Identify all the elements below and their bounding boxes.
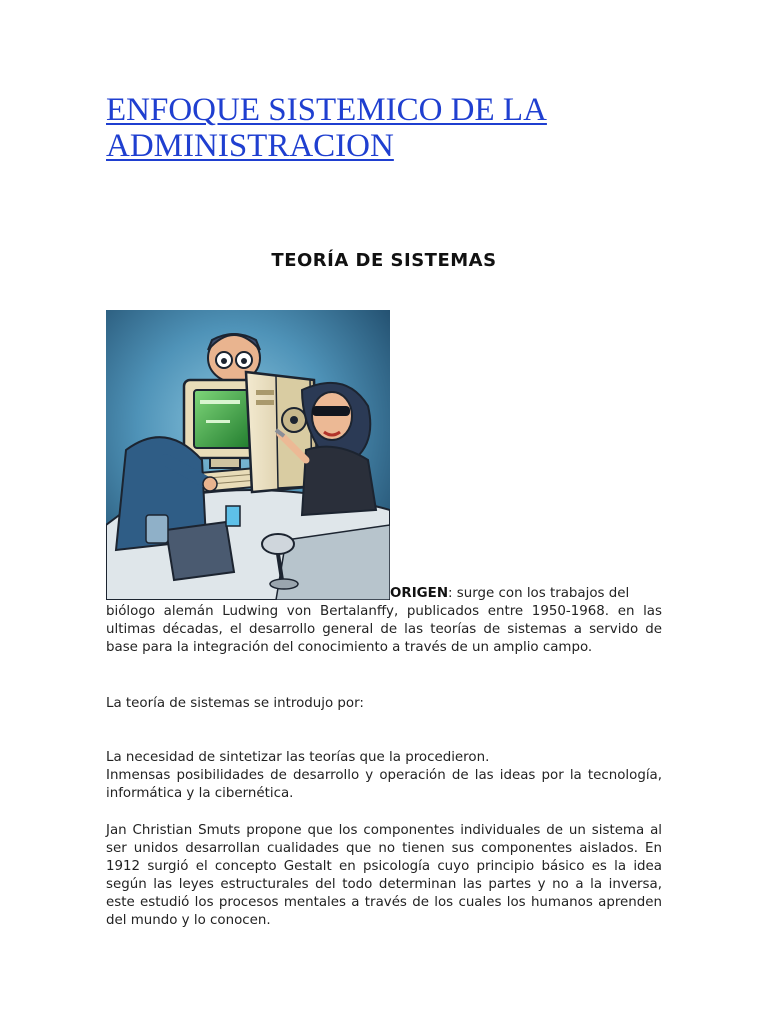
title-line-1[interactable]: ENFOQUE SISTEMICO DE LA bbox=[106, 92, 547, 128]
computer-users-illustration bbox=[106, 310, 390, 600]
reason-item: Inmensas posibilidades de desarrollo y operación de las ideas por la tecnología, informática y la cibernética. bbox=[106, 768, 662, 801]
reason-item: La necesidad de sintetizar las teorías que la procedieron. bbox=[106, 750, 490, 765]
origen-first-line-text: : surge con los trabajos del bbox=[448, 586, 630, 601]
origen-label: ORIGEN bbox=[390, 586, 449, 601]
title-line-2[interactable]: ADMINISTRACION bbox=[106, 128, 394, 164]
origen-continuation: biólogo alemán Ludwing von Bertalanffy, publicados entre 1950-1968. en las ultimas décadas, el desarrollo general de las teorías de sistemas a servido de base para la integración del conocimiento a través de un amplio campo. bbox=[106, 604, 662, 655]
reasons-block bbox=[106, 749, 662, 803]
document-title-link[interactable] bbox=[106, 92, 666, 164]
illustration-svg bbox=[106, 310, 390, 600]
intro-line: La teoría de sistemas se introdujo por: bbox=[106, 696, 364, 711]
origen-paragraph bbox=[106, 585, 662, 657]
smuts-paragraph: Jan Christian Smuts propone que los componentes individuales de un sistema al ser unidos desarrollan cualidades que no tienen sus componentes aislados. En 1912 surgió el concepto Gestalt en psicología cuyo principio básico es la idea según las leyes estructurales del todo determinan las partes y no a la inversa, este estudió los procesos mentales a través de los cuales los humanos aprenden del mundo y lo conocen. bbox=[106, 823, 662, 928]
section-heading: TEORÍA DE SISTEMAS bbox=[271, 250, 497, 271]
origen-first-line bbox=[106, 585, 662, 603]
